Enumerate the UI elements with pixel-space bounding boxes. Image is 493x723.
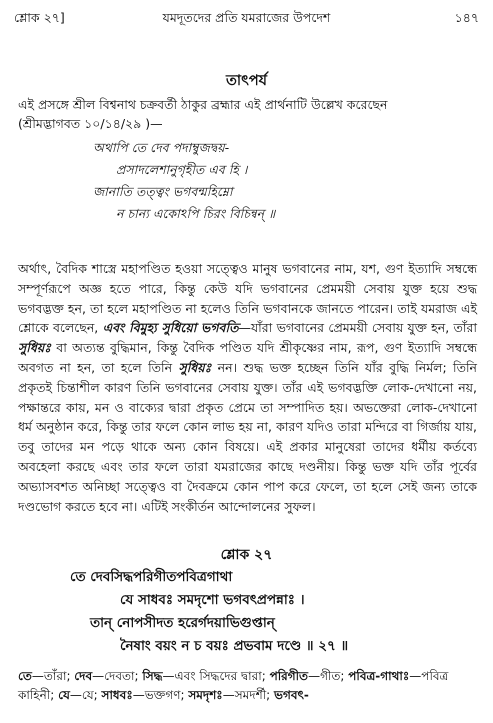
synonym-word: পরিগীত [269, 669, 309, 683]
sanskrit-term: সুধিয়ঃ [178, 359, 212, 375]
body-text: অর্থাৎ, বৈদিক শাস্ত্রে মহাপণ্ডিত হওয়া সত্ত্বেও মানুষ ভগবানের নাম, যশ, গুণ ইত্যাদি সম্বন্ধে সম্পূর্ণরূপে অজ্ঞ হতে পারে, কিন্তু কেউ যদি ভগবানের প্রেমময়ী সেবায় যুক্ত হয়ে শুদ্ধ ভগবদ্ভক্ত হন, তা হলে মহাপণ্ডিত না হলেও তিনি ভগবানকে জানতে পারেন। তাই যমরাজ এই শ্লোকে বলেছেন, [18, 261, 477, 336]
synonym-meaning: —দেবতা; [92, 669, 143, 683]
synonym-word: পবিত্র-গাথাঃ [348, 669, 410, 683]
intro-reference: (শ্রীমদ্ভাগবত ১০/১৪/২৯ )— [18, 116, 163, 131]
synonym-meaning: —গীত; [308, 669, 349, 683]
word-for-word-synonyms [18, 667, 479, 705]
page-number: ১৪৭ [454, 10, 479, 25]
synonym-meaning: —ভক্তগণ; [132, 688, 189, 702]
synonym-word: সিদ্ধ [142, 669, 163, 683]
sloka-line-1: তে দেবসিদ্ধপরিগীতপবিত্রগাথা [70, 569, 233, 585]
purport-title: তাৎপর্য [225, 73, 268, 89]
quote-line-2: প্রসাদলেশানুগৃহীত এব হি । [116, 162, 248, 177]
sloka-line-3: তান্ নোপসীদত হরের্গদয়াভিগুপ্তান্ [90, 615, 275, 631]
synonym-word: ভগবৎ- [274, 688, 309, 702]
synonym-word: তে [18, 669, 32, 683]
body-text: বা অত্যন্ত বুদ্ধিমান, কিন্তু বৈদিক পণ্ডিত যদি শ্রীকৃষ্ণের নাম, রূপ, গুণ ইত্যাদি সম্বন্ধে অবগত না হন, তা হলে তিনি [18, 340, 477, 375]
sloka-line-4: নৈষাং বয়ং ন চ বয়ঃ প্রভবাম দণ্ডে ॥ ২৭ ॥ [120, 638, 349, 654]
body-text: নন। শুদ্ধ ভক্ত হচ্ছেন তিনি যাঁর বুদ্ধি নির্মল; তিনি প্রকৃতই চিন্তাশীল কারণ তিনি ভগবানের সেবায় যুক্ত। তাঁর এই ভগবদ্ভক্তি লোক-দেখানো নয়, পক্ষান্তরে কায়, মন ও বাক্যের দ্বারা প্রকৃত প্রেমে তা সম্পাদিত হয়। অভক্তেরা লোক-দেখানো ধর্ম অনুষ্ঠান করে, কিন্তু তার ফলে কোন লাভ হয় না, কারণ যদিও তারা মন্দিরে বা গির্জায় যায়, তবু তাদের মন পড়ে থাকে অন্য কোন বিষয়ে। এই প্রকার মানুষেরা তাদের ধর্মীয় কর্তব্যে অবহেলা করছে এবং তার ফলে তারা যমরাজের কাছে দণ্ডনীয়। কিন্তু ভক্ত যদি তাঁর পূর্বের অভ্যাসবশত অনিচ্ছা সত্ত্বেও বা দৈবক্রমে কোন পাপ করে ফেলে, তা হলে সেই জন্য তাকে দণ্ডভোগ করতে হবে না। এটিই সংকীর্তন আন্দোলনের সুফল। [18, 359, 477, 514]
quote-line-1: অথাপি তে দেব পদাম্বুজদ্বয়- [93, 140, 230, 155]
synonym-word: দেব [74, 669, 93, 683]
synonym-meaning: —যে; [69, 688, 102, 702]
purport-intro [18, 95, 477, 133]
sanskrit-phrase: এবং বিমুহ্য সুধিয়ো ভগবতি [102, 320, 239, 336]
sanskrit-term: সুধিয়ঃ [18, 340, 51, 356]
synonym-word: সমদৃশঃ [188, 688, 223, 702]
header-chapter-title: যমদূতদের প্রতি যমরাজের উপদেশ [162, 10, 331, 25]
body-text: —যাঁরা ভগবানের প্রেমময়ী সেবায় যুক্ত হন, তাঁরা [238, 320, 477, 336]
intro-line: এই প্রসঙ্গে শ্রীল বিশ্বনাথ চক্রবর্তী ঠাকুর ব্রহ্মার এই প্রার্থনাটি উল্লেখ করেছেন [18, 97, 388, 112]
quote-line-4: ন চান্য একোঽপি চিরং বিচিন্বন্ ॥ [116, 206, 276, 221]
quote-line-3: জানাতি তত্ত্বং ভগবন্মহিম্নো [93, 184, 233, 199]
synonym-word: সাধবঃ [101, 688, 133, 702]
purport-body [18, 259, 477, 516]
header-verse-ref: শ্লোক ২৭] [14, 10, 65, 25]
synonym-meaning: —পবিত্র কাহিনী; [18, 669, 449, 702]
running-header [14, 10, 479, 30]
synonym-word: যে [58, 688, 70, 702]
synonym-meaning: —এবং সিদ্ধদের দ্বারা; [162, 669, 270, 683]
synonym-meaning: —সমদর্শী; [222, 688, 275, 702]
synonym-meaning: —তাঁরা; [31, 669, 75, 683]
sloka-heading: শ্লোক ২৭ [220, 547, 273, 563]
sloka-line-2: যে সাধবঃ সমদৃশো ভগবৎপ্রপন্নাঃ । [120, 592, 305, 608]
